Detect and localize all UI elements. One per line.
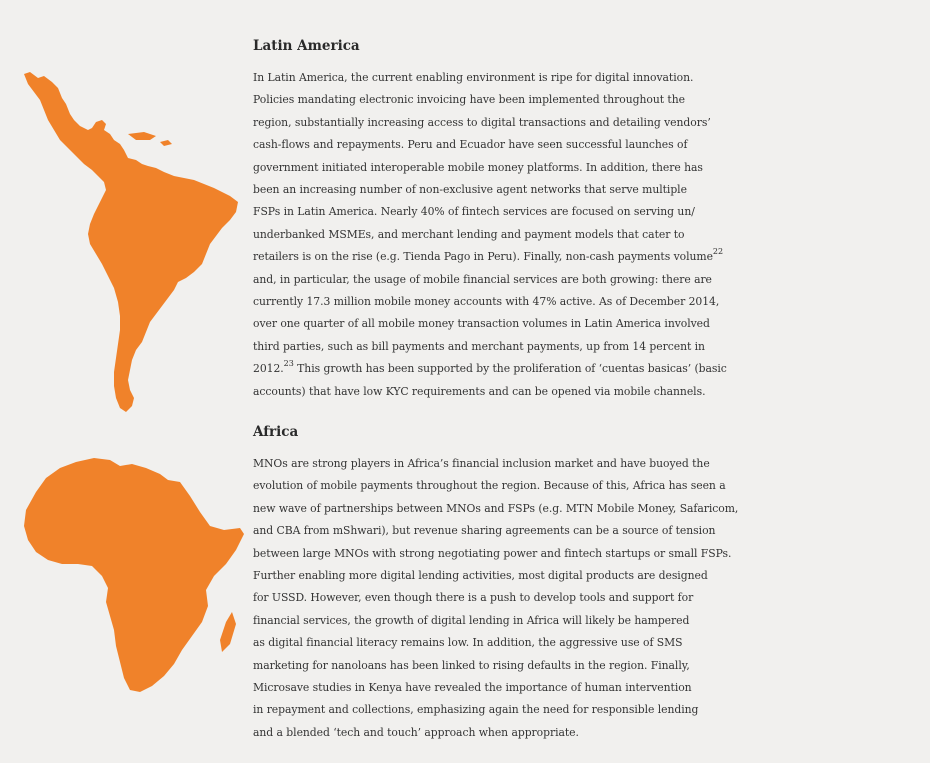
latin-america-section (253, 38, 923, 403)
latin-america-map-icon (18, 68, 243, 418)
africa-line-11: Microsave studies in Kenya have revealed the importance of human intervention (253, 681, 692, 695)
latam-line-13: third parties, such as bill payments and merchant payments, up from 14 percent in (253, 339, 705, 353)
africa-map-shape (24, 458, 244, 692)
africa-line-2: evolution of mobile payments throughout the region. Because of this, Africa has seen a (253, 479, 726, 493)
latam-line-12: over one quarter of all mobile money transaction volumes in Latin America involved (253, 317, 710, 331)
latin-america-map-shape (24, 72, 238, 412)
latam-line-11: currently 17.3 million mobile money accounts with 47% active. As of December 2014, (253, 295, 720, 309)
africa-line-5: between large MNOs with strong negotiating power and fintech startups or small FSPs. (253, 546, 732, 560)
latam-line-3: region, substantially increasing access to digital transactions and detailing vendors’ (253, 115, 711, 129)
latin-america-heading: Latin America (253, 38, 360, 54)
africa-line-1: MNOs are strong players in Africa’s financial inclusion market and have buoyed the (253, 457, 710, 470)
latam-line-9 (253, 246, 923, 268)
latam-line-2: Policies mandating electronic invoicing have been implemented throughout the (253, 93, 685, 107)
africa-line-6: Further enabling more digital lending activities, most digital products are designed (253, 569, 708, 583)
latam-line-5: government initiated interoperable mobile money platforms. In addition, there has (253, 160, 703, 174)
latin-america-paragraph (253, 67, 923, 403)
africa-section (253, 424, 923, 744)
footnote-23[interactable]: 23 (283, 359, 294, 369)
latam-line-7: FSPs in Latin America. Nearly 40% of fintech services are focused on serving un/ (253, 205, 695, 219)
africa-line-13: and a blended ‘tech and touch’ approach when appropriate. (253, 725, 579, 739)
latam-line-6: been an increasing number of non-exclusive agent networks that serve multiple (253, 183, 687, 197)
africa-line-3: new wave of partnerships between MNOs and FSPs (e.g. MTN Mobile Money, Safaricom, (253, 501, 739, 515)
latam-line-14-start: 2012. (253, 362, 284, 376)
latam-line-14 (253, 358, 923, 380)
africa-paragraph (253, 453, 923, 744)
africa-line-10: marketing for nanoloans has been linked to rising defaults in the region. Finally, (253, 658, 690, 672)
latam-line-4: cash-flows and repayments. Peru and Ecuador have seen successful launches of (253, 138, 688, 152)
africa-heading: Africa (253, 424, 299, 440)
latam-line-8: underbanked MSMEs, and merchant lending and payment models that cater to (253, 227, 685, 241)
latam-line-10: and, in particular, the usage of mobile financial services are both growing: there are (253, 272, 712, 286)
latam-line-15: accounts) that have low KYC requirements and can be opened via mobile channels. (253, 384, 706, 398)
latam-line-1: In Latin America, the current enabling environment is ripe for digital innovation. (253, 71, 694, 84)
latam-line-9-text: retailers is on the rise (e.g. Tienda Pago in Peru). Finally, non-cash payments volume (253, 250, 713, 264)
africa-line-7: for USSD. However, even though there is a push to develop tools and support for (253, 591, 694, 605)
africa-line-12: in repayment and collections, emphasizing again the need for responsible lending (253, 703, 699, 717)
footnote-22[interactable]: 22 (712, 247, 724, 257)
africa-line-8: financial services, the growth of digital lending in Africa will likely be hampered (253, 613, 690, 627)
africa-map-icon (14, 452, 252, 700)
latam-line-14-rest: This growth has been supported by the proliferation of ‘cuentas basicas’ (basic (293, 362, 727, 376)
africa-line-9: as digital financial literacy remains low. In addition, the aggressive use of SMS (253, 636, 683, 650)
africa-line-4: and CBA from mShwari), but revenue sharing agreements can be a source of tension (253, 524, 716, 538)
